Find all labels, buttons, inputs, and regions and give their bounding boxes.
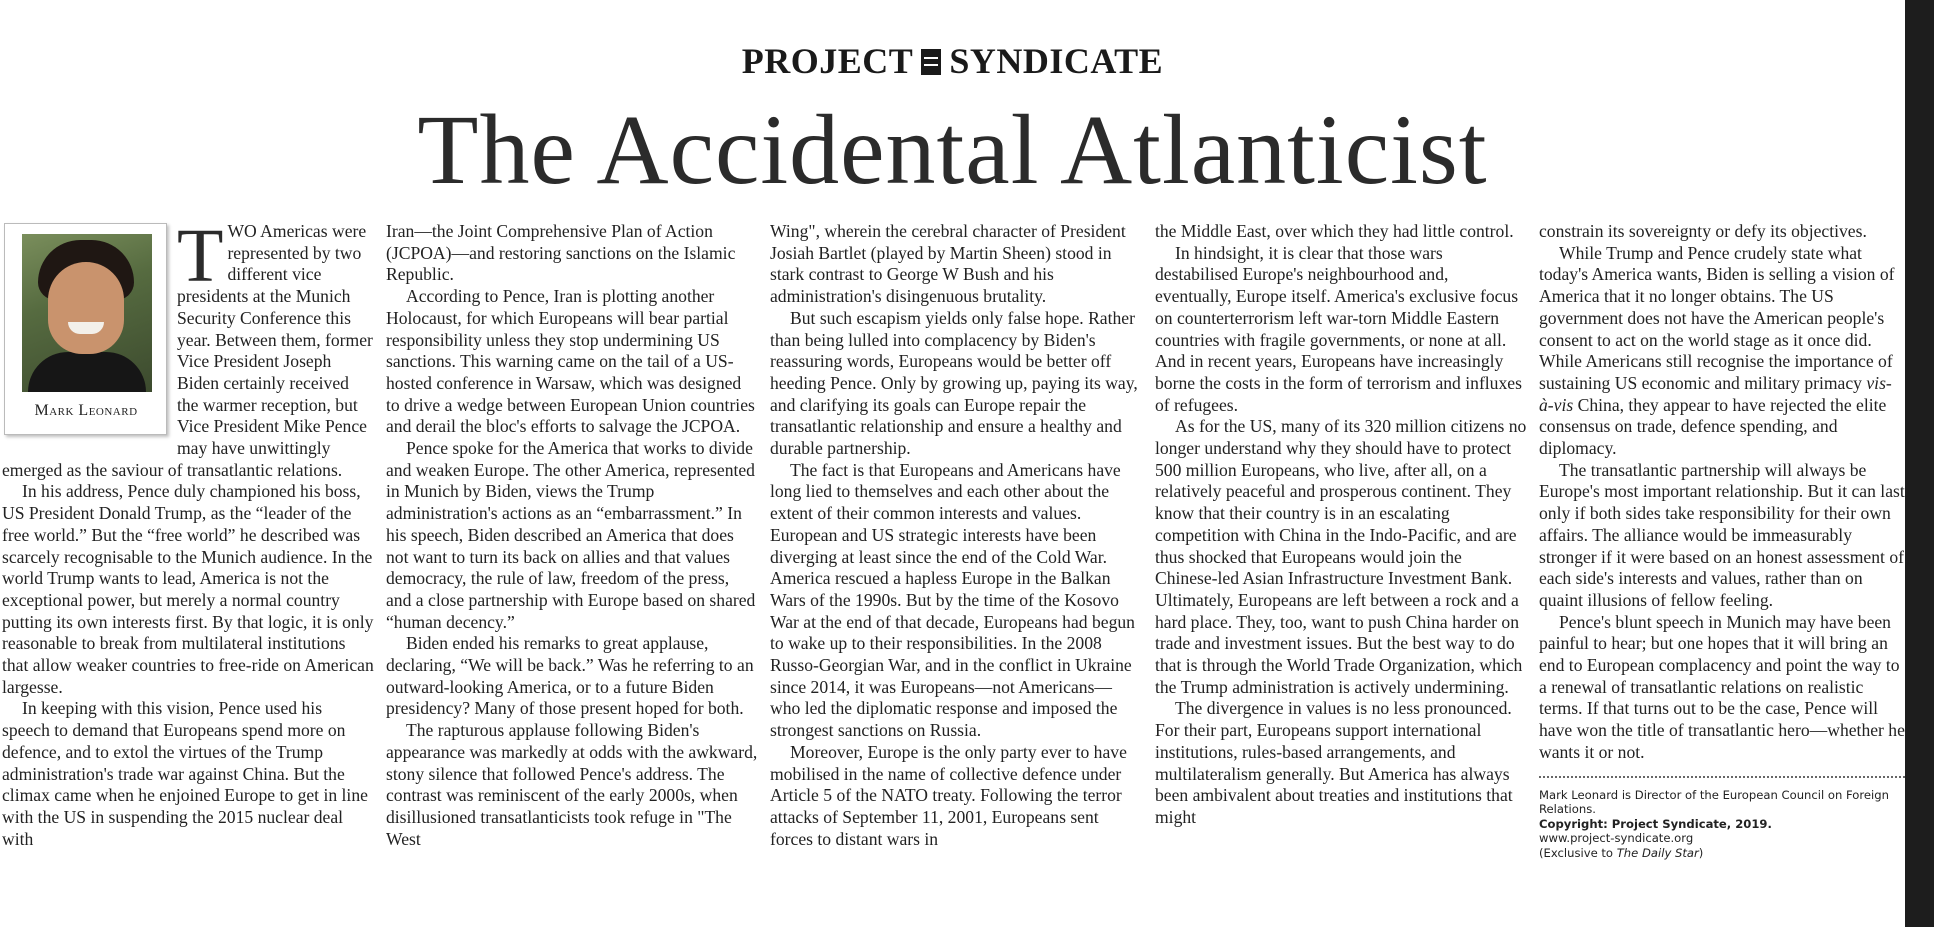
exclusive-text: (Exclusive to <box>1539 845 1617 860</box>
paragraph: Moreover, Europe is the only party ever to have mobilised in the name of collective defence under Article 5 of the NATO treaty. Following the terror attacks of September 11, 2001, Europeans sent forces to distant wars in <box>770 741 1127 849</box>
divider <box>1539 776 1905 778</box>
author-bio <box>1539 788 1905 861</box>
paragraph-italic: vis-à-vis <box>1539 372 1892 415</box>
copyright: Copyright: Project Syndicate, 2019. <box>1539 816 1772 831</box>
paragraph: The fact is that Europeans and Americans have long lied to themselves and each other about the extent of their common interests and values. European and US strategic interests have been diverging at least since the end of the Cold War. America rescued a hapless Europe in the Balkan Wars of the 1990s. But by the time of the Kosovo War at the end of that decade, Europeans had begun to wake up to their responsibilities. In the 2008 Russo-Georgian War, and in the conflict in Ukraine since 2014, it was Europeans—not Americans—who led the diplomatic response and imposed the strongest sanctions on Russia. <box>770 459 1135 741</box>
paragraph: Wing", wherein the cerebral character of President Josiah Bartlet (played by Martin Sheen) stood in stark contrast to George W Bush and his administration's disingenuous brutality. <box>770 221 1126 307</box>
paragraph <box>1539 243 1905 460</box>
paragraph: Biden ended his remarks to great applause, declaring, “We will be back.” Was he referring to an outward-looking America, or to a future Biden presidency? Many of those present hoped for both. <box>386 633 754 719</box>
masthead-left: PROJECT <box>741 41 914 81</box>
paragraph-text: WO Americas were represented by two different vice presidents at the Munich Security Conference this year. Between them, former Vice President Joseph Biden certainly received the warmer reception, but Vice President Mike Pence may have unwittingly emerged as the saviour of transatlantic relations. <box>2 221 373 480</box>
paragraph: As for the US, many of its 320 million citizens no longer understand why they should have to protect 500 million Europeans, who live, after all, on a relatively peaceful and prosperous continent. They know that their country is in an escalating competition with China in the Indo-Pacific, and are thus shocked that Europeans would join the Chinese-led Asian Infrastructure Investment Bank. Ultimately, Europeans are left between a rock and a hard place. They, too, want to push China harder on trade and investment issues. But the best way to do that is through the World Trade Organization, which the Trump administration is actively undermining. <box>1155 416 1527 697</box>
headline: The Accidental Atlanticist <box>417 94 1488 205</box>
paragraph: But such escapism yields only false hope. Rather than being lulled into complacency by Biden's reassuring words, Europeans would be better off heeding Pence. Only by growing up, paying its way, and clarifying its goals can Europe repair the transatlantic relationship and ensure a healthy and durable partnership. <box>770 307 1138 459</box>
author-photo <box>22 234 152 392</box>
paragraph: the Middle East, over which they had little control. <box>1155 221 1514 241</box>
paragraph-text: China, they appear to have rejected the elite consensus on trade, defence spending, and diplomacy. <box>1539 394 1887 459</box>
masthead <box>0 40 1905 82</box>
page-edge-bar <box>1905 0 1934 927</box>
publication-name: The Daily Star <box>1616 845 1699 860</box>
paragraph: The divergence in values is no less pronounced. For their part, Europeans support international institutions, rules-based arrangements, and multilateralism generally. But America has always been ambivalent about treaties and institutions that might <box>1155 698 1513 827</box>
column-1 <box>2 214 374 850</box>
paragraph: The transatlantic partnership will always be Europe's most important relationship. But it can last only if both sides take responsibility for their own affairs. The alliance would be immeasurably stronger if it were based on an honest assessment of each side's interests and values, rather than on quaint illusions of fellow feeling. <box>1539 459 1905 610</box>
column-5 <box>1539 221 1905 860</box>
paragraph: Pence's blunt speech in Munich may have been painful to hear; but one hopes that it will bring an end to European complacency and point the way to a renewal of transatlantic relations on realistic terms. If that turns out to be the case, Pence will have won the title of transatlantic hero—whether he wants it or not. <box>1539 611 1905 762</box>
masthead-logo-icon <box>921 49 941 75</box>
exclusive-note <box>1539 846 1905 861</box>
author-name: Mark Leonard <box>34 402 138 419</box>
paragraph: According to Pence, Iran is plotting another Holocaust, for which Europeans will bear partial responsibility unless they stop undermining US sanctions. This warning came on the tail of a US-hosted conference in Warsaw, which was designed to drive a wedge between European Union countries and derail the bloc's efforts to salvage the JCPOA. <box>386 286 755 437</box>
website-link[interactable]: www.project-syndicate.org <box>1539 831 1694 846</box>
bio-line: Mark Leonard is Director of the European Council on Foreign Relations. <box>1539 787 1889 817</box>
masthead-right: SYNDICATE <box>949 41 1164 81</box>
paragraph: Iran—the Joint Comprehensive Plan of Action (JCPOA)—and restoring sanctions on the Islamic Republic. <box>386 221 736 285</box>
exclusive-text: ) <box>1698 845 1704 860</box>
paragraph-text: While Trump and Pence crudely state what today's America wants, Biden is selling a vision of America that it no longer obtains. The US government does not have the American people's consent to act on the world stage as it once did. While Americans still recognise the importance of sustaining US economic and military primacy <box>1539 242 1895 393</box>
paragraph: In his address, Pence duly championed his boss, US President Donald Trump, as the “leader of the free world.” But the “free world” he described was scarcely recognisable to the Munich audience. In the world Trump wants to lead, America is not the exceptional power, but merely a normal country putting its own interests first. By that logic, it is only reasonable to break from multilateral institutions that allow weaker countries to free-ride on American largesse. <box>2 481 374 697</box>
column-4 <box>1155 221 1527 829</box>
paragraph: constrain its sovereignty or defy its objectives. <box>1539 221 1867 241</box>
column-2 <box>386 221 758 850</box>
author-photo-box <box>4 223 167 435</box>
dropcap: T <box>177 214 224 298</box>
column-3 <box>770 221 1142 850</box>
paragraph: In hindsight, it is clear that those wars destabilised Europe's neighbourhood and, eventually, Europe itself. America's exclusive focus on counterterrorism left war-torn Middle Eastern countries with fragile governments, or none at all. And in recent years, Europeans have increasingly borne the costs in the form of terrorism and influxes of refugees. <box>1155 242 1522 415</box>
paragraph: Pence spoke for the America that works to divide and weaken Europe. The other America, represented in Munich by Biden, views the Trump administration's actions as an “embarrassment.” In his speech, Biden described an America that does not want to turn its back on allies and that values democracy, the rule of law, freedom of the press, and a close partnership with Europe based on shared “human decency.” <box>386 438 756 632</box>
paragraph: The rapturous applause following Biden's appearance was markedly at odds with the awkward, stony silence that followed Pence's address. The contrast was reminiscent of the early 2000s, when disillusioned transatlanticists took refuge in "The West <box>386 720 758 849</box>
paragraph: In keeping with this vision, Pence used his speech to demand that Europeans spend more on defence, and to extol the virtues of the Trump administration's trade war against China. But the climax came when he enjoined Europe to get in line with the US in suspending the 2015 nuclear deal with <box>2 698 368 849</box>
